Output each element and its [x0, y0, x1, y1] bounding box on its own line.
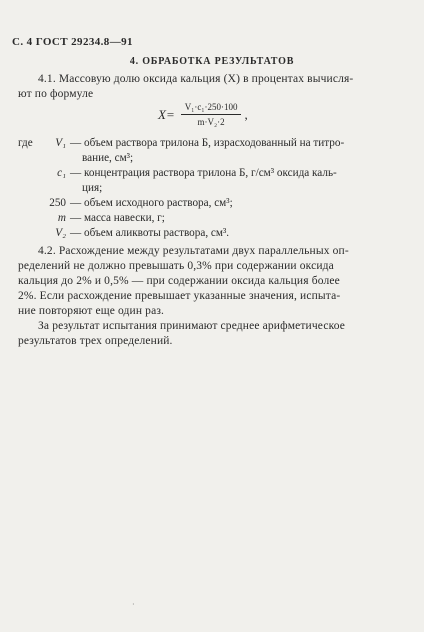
- scan-speck: ·: [132, 600, 135, 609]
- paragraph-4-1-line-1: 4.1. Массовую долю оксида кальция (X) в процентах вычисля-: [38, 73, 354, 85]
- paragraph-4-2-line-2: ределений не должно превышать 0,3% при содержании оксида: [18, 260, 334, 272]
- paragraph-4-2-line-4: 2%. Если расхождение превышает указанные значения, испыта-: [18, 290, 341, 302]
- formula: [158, 102, 248, 127]
- formula-numerator: V₁·c₁·250·100: [181, 102, 242, 115]
- definition-text-v1-line-1: — объем раствора трилона Б, израсходованный на титро-: [70, 137, 345, 149]
- definition-text-c1-line-2: ция;: [82, 182, 103, 194]
- definition-symbol-v2: V₂: [55, 227, 66, 239]
- paragraph-4-2-line-3: кальция до 2% и 0,5% — при содержании оксида кальция более: [18, 275, 340, 287]
- formula-fraction: [181, 102, 242, 127]
- paragraph-result-line-1: За результат испытания принимают среднее арифметическое: [38, 320, 346, 332]
- paragraph-4-1-line-2: ют по формуле: [18, 88, 94, 100]
- formula-lhs: X=: [158, 106, 175, 122]
- definition-text-v1-line-2: вание, см³;: [82, 152, 134, 164]
- definition-symbol-250: 250: [49, 197, 66, 209]
- formula-denominator: m·V₂·2: [197, 117, 225, 127]
- definition-symbol-c1: c₁: [57, 167, 66, 179]
- paragraph-4-2-line-1: 4.2. Расхождение между результатами двух параллельных оп-: [38, 245, 349, 257]
- definition-text-v2: — объем аликвоты раствора, см³.: [70, 227, 230, 239]
- paragraph-4-2-line-5: ние повторяют еще один раз.: [18, 305, 165, 317]
- formula-comma: ,: [244, 106, 248, 122]
- definition-symbol-m: m: [57, 212, 66, 224]
- page-header: С. 4 ГОСТ 29234.8—91: [12, 36, 133, 48]
- definition-text-c1-line-1: — концентрация раствора трилона Б, г/см³ оксида каль-: [70, 167, 337, 179]
- definitions-lead-word: где: [18, 137, 33, 149]
- paragraph-result-line-2: результатов трех определений.: [18, 335, 173, 347]
- section-title: 4. ОБРАБОТКА РЕЗУЛЬТАТОВ: [129, 56, 295, 67]
- definition-text-250: — объем исходного раствора, см³;: [70, 197, 233, 209]
- definition-symbol-v1: V₁: [55, 137, 66, 149]
- definition-text-m: — масса навески, г;: [70, 212, 165, 224]
